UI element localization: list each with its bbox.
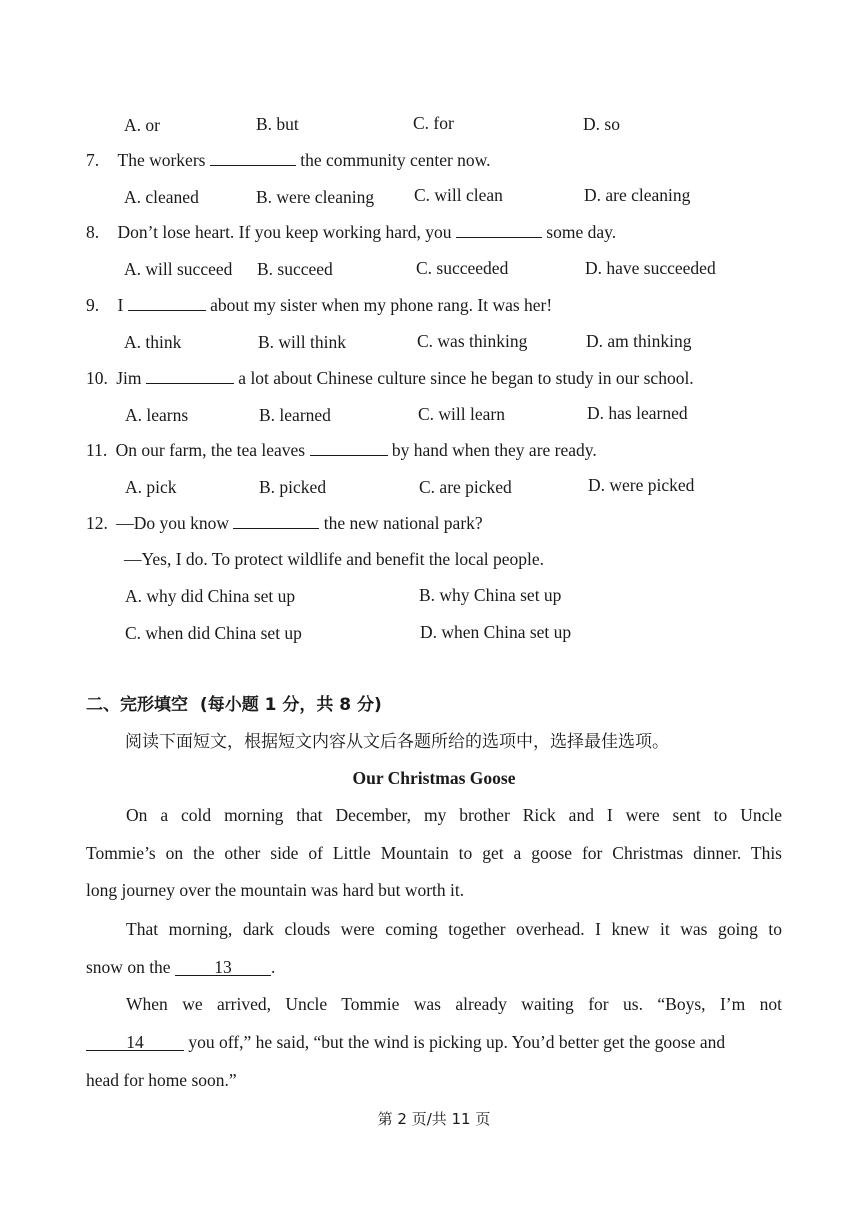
- answer-blank: [210, 149, 296, 166]
- question-stem-post: some day.: [546, 222, 617, 242]
- section-heading: [86, 694, 382, 716]
- passage-title: Our Christmas Goose: [352, 768, 516, 788]
- passage-text: you off,” he said, “but the wind is picking up. You’d better get the goose and: [188, 1032, 726, 1052]
- q7-option-a: A. cleaned: [124, 187, 199, 207]
- passage-line: head for home soon.”: [86, 1070, 237, 1090]
- q9-option-a: A. think: [124, 332, 182, 352]
- question-stem-pre: Don’t lose heart. If you keep working hard, you: [117, 222, 452, 242]
- question-11: [86, 439, 597, 461]
- q12-reply: —Yes, I do. To protect wildlife and benefit the local people.: [124, 549, 544, 569]
- question-stem-post: the new national park?: [323, 513, 483, 533]
- answer-blank: [310, 439, 388, 456]
- passage-text: .: [270, 957, 276, 977]
- passage-line: long journey over the mountain was hard but worth it.: [86, 880, 465, 900]
- q10-option-a: A. learns: [125, 405, 189, 425]
- q6-option-b: B. but: [256, 114, 299, 134]
- passage-line: [86, 956, 275, 978]
- q8-option-c: C. succeeded: [416, 258, 509, 278]
- passage-text: snow on the: [86, 957, 171, 977]
- question-number: 7.: [86, 150, 100, 170]
- section-instruction: 阅读下面短文，根据短文内容从文后各题所给的选项中，选择最佳选项。: [125, 732, 669, 752]
- cloze-blank-13: 13: [175, 959, 271, 976]
- question-stem-pre: —Do you know: [116, 513, 230, 533]
- q6-option-c: C. for: [413, 113, 454, 133]
- passage-line: That morning, dark clouds were coming together overhead. I knew it was going to: [126, 919, 782, 939]
- question-number: 9.: [86, 295, 100, 315]
- passage-line: Tommie’s on the other side of Little Mountain to get a goose for Christmas dinner. This: [86, 843, 782, 863]
- q10-option-c: C. will learn: [418, 404, 505, 424]
- question-stem-post: the community center now.: [300, 150, 491, 170]
- question-stem-pre: The workers: [117, 150, 206, 170]
- section-title: 二、完形填空: [86, 695, 188, 715]
- answer-blank: [456, 221, 542, 238]
- q9-option-c: C. was thinking: [417, 331, 528, 351]
- q10-option-b: B. learned: [259, 405, 331, 425]
- q12-option-a: A. why did China set up: [125, 586, 296, 606]
- answer-blank: [146, 367, 234, 384]
- answer-blank: [233, 512, 319, 529]
- q11-option-b: B. picked: [259, 477, 327, 497]
- question-stem-pre: Jim: [116, 368, 142, 388]
- question-12: [86, 512, 483, 534]
- q11-option-c: C. are picked: [419, 477, 512, 497]
- question-stem-post: about my sister when my phone rang. It was her!: [210, 295, 553, 315]
- q7-option-b: B. were cleaning: [256, 187, 375, 207]
- q7-option-d: D. are cleaning: [584, 185, 691, 205]
- question-number: 12.: [86, 513, 108, 533]
- q9-option-d: D. am thinking: [586, 331, 692, 351]
- passage-line: When we arrived, Uncle Tommie was already waiting for us. “Boys, I’m not: [126, 994, 782, 1014]
- question-10: [86, 367, 694, 389]
- section-score: (每小题 1 分，共 8 分): [199, 695, 382, 715]
- q8-option-d: D. have succeeded: [585, 258, 716, 278]
- q12-option-d: D. when China set up: [420, 622, 572, 642]
- q10-option-d: D. has learned: [587, 403, 688, 423]
- q6-option-a: A. or: [124, 115, 160, 135]
- question-stem-pre: I: [117, 295, 124, 315]
- question-8: [86, 221, 616, 243]
- q8-option-a: A. will succeed: [124, 259, 233, 279]
- q6-option-d: D. so: [583, 114, 620, 134]
- q9-option-b: B. will think: [258, 332, 346, 352]
- q11-option-d: D. were picked: [588, 475, 695, 495]
- question-stem-post: a lot about Chinese culture since he began to study in our school.: [238, 368, 694, 388]
- question-7: [86, 149, 491, 171]
- page-footer: 第 2 页/共 11 页: [377, 1110, 491, 1128]
- question-number: 11.: [86, 440, 108, 460]
- q12-option-c: C. when did China set up: [125, 623, 302, 643]
- question-number: 8.: [86, 222, 100, 242]
- answer-blank: [128, 294, 206, 311]
- passage-line: On a cold morning that December, my brother Rick and I were sent to Uncle: [126, 805, 782, 825]
- question-stem-post: by hand when they are ready.: [391, 440, 597, 460]
- passage-line: [86, 1031, 725, 1053]
- q12-option-b: B. why China set up: [419, 585, 562, 605]
- q11-option-a: A. pick: [125, 477, 177, 497]
- question-number: 10.: [86, 368, 108, 388]
- q8-option-b: B. succeed: [257, 259, 333, 279]
- question-stem-pre: On our farm, the tea leaves: [115, 440, 306, 460]
- cloze-blank-14: 14: [86, 1034, 184, 1051]
- q7-option-c: C. will clean: [414, 185, 503, 205]
- question-9: [86, 294, 552, 316]
